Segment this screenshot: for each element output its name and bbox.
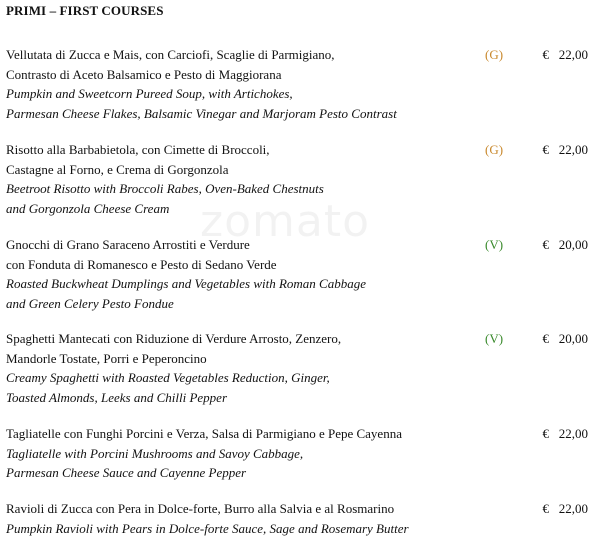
dish-price: € 22,00 bbox=[542, 47, 588, 62]
dish-price: € 20,00 bbox=[542, 237, 588, 252]
menu-item bbox=[6, 499, 596, 538]
dish-name-it: con Fonduta di Romanesco e Pesto di Sedano Verde bbox=[6, 256, 277, 272]
dish-description-en: Tagliatelle with Porcini Mushrooms and Savoy Cabbage, bbox=[6, 445, 304, 461]
dish-name-it: Contrasto di Aceto Balsamico e Pesto di Maggiorana bbox=[6, 66, 282, 82]
dietary-tag: (V) bbox=[485, 237, 504, 252]
menu-item bbox=[6, 329, 596, 407]
dish-description-en: and Green Celery Pesto Fondue bbox=[6, 295, 174, 311]
dish-description-en: Roasted Buckwheat Dumplings and Vegetables with Roman Cabbage bbox=[6, 276, 366, 291]
dish-name-it: Risotto alla Barbabietola, con Cimette di Broccoli, bbox=[6, 142, 270, 157]
dish-description-en: Beetroot Risotto with Broccoli Rabes, Oven-Baked Chestnuts bbox=[6, 181, 324, 196]
dish-name-it: Spaghetti Mantecati con Riduzione di Verdure Arrosto, Zenzero, bbox=[6, 331, 342, 346]
section-title: PRIMI – FIRST COURSES bbox=[6, 3, 164, 18]
dish-name-it: Gnocchi di Grano Saraceno Arrostiti e Verdure bbox=[6, 237, 250, 252]
zomato-watermark: zomato bbox=[200, 196, 371, 247]
dish-description-en: Toasted Almonds, Leeks and Chilli Pepper bbox=[6, 389, 227, 405]
dietary-tag: (G) bbox=[485, 47, 504, 62]
menu-item bbox=[6, 45, 596, 123]
dish-description-en: Parmesan Cheese Sauce and Cayenne Pepper bbox=[6, 465, 247, 480]
dish-description-en: Pumpkin Ravioli with Pears in Dolce-forte Sauce, Sage and Rosemary Butter bbox=[6, 520, 409, 536]
dish-description-en: Parmesan Cheese Flakes, Balsamic Vinegar and Marjoram Pesto Contrast bbox=[6, 105, 397, 121]
dish-name-it: Vellutata di Zucca e Mais, con Carciofi, Scaglie di Parmigiano, bbox=[6, 47, 335, 62]
dish-price: € 22,00 bbox=[542, 142, 588, 157]
dish-name-it: Castagne al Forno, e Crema di Gorgonzola bbox=[6, 161, 229, 177]
dish-description-en: Creamy Spaghetti with Roasted Vegetables Reduction, Ginger, bbox=[6, 370, 330, 385]
dish-description-en: Pumpkin and Sweetcorn Pureed Soup, with Artichokes, bbox=[6, 86, 293, 101]
menu-item bbox=[6, 140, 596, 218]
dish-price: € 22,00 bbox=[542, 426, 588, 441]
dish-name-it: Mandorle Tostate, Porri e Peperoncino bbox=[6, 350, 207, 366]
menu-item bbox=[6, 235, 596, 313]
dietary-tag: (G) bbox=[485, 142, 504, 157]
dish-name-it: Ravioli di Zucca con Pera in Dolce-forte, Burro alla Salvia e al Rosmarino bbox=[6, 501, 395, 516]
menu-item bbox=[6, 424, 596, 483]
dish-description-en: and Gorgonzola Cheese Cream bbox=[6, 200, 170, 216]
dish-name-it: Tagliatelle con Funghi Porcini e Verza, Salsa di Parmigiano e Pepe Cayenna bbox=[6, 426, 402, 441]
dish-price: € 22,00 bbox=[542, 501, 588, 516]
dietary-tag: (V) bbox=[485, 331, 504, 346]
dish-price: € 20,00 bbox=[542, 331, 588, 346]
